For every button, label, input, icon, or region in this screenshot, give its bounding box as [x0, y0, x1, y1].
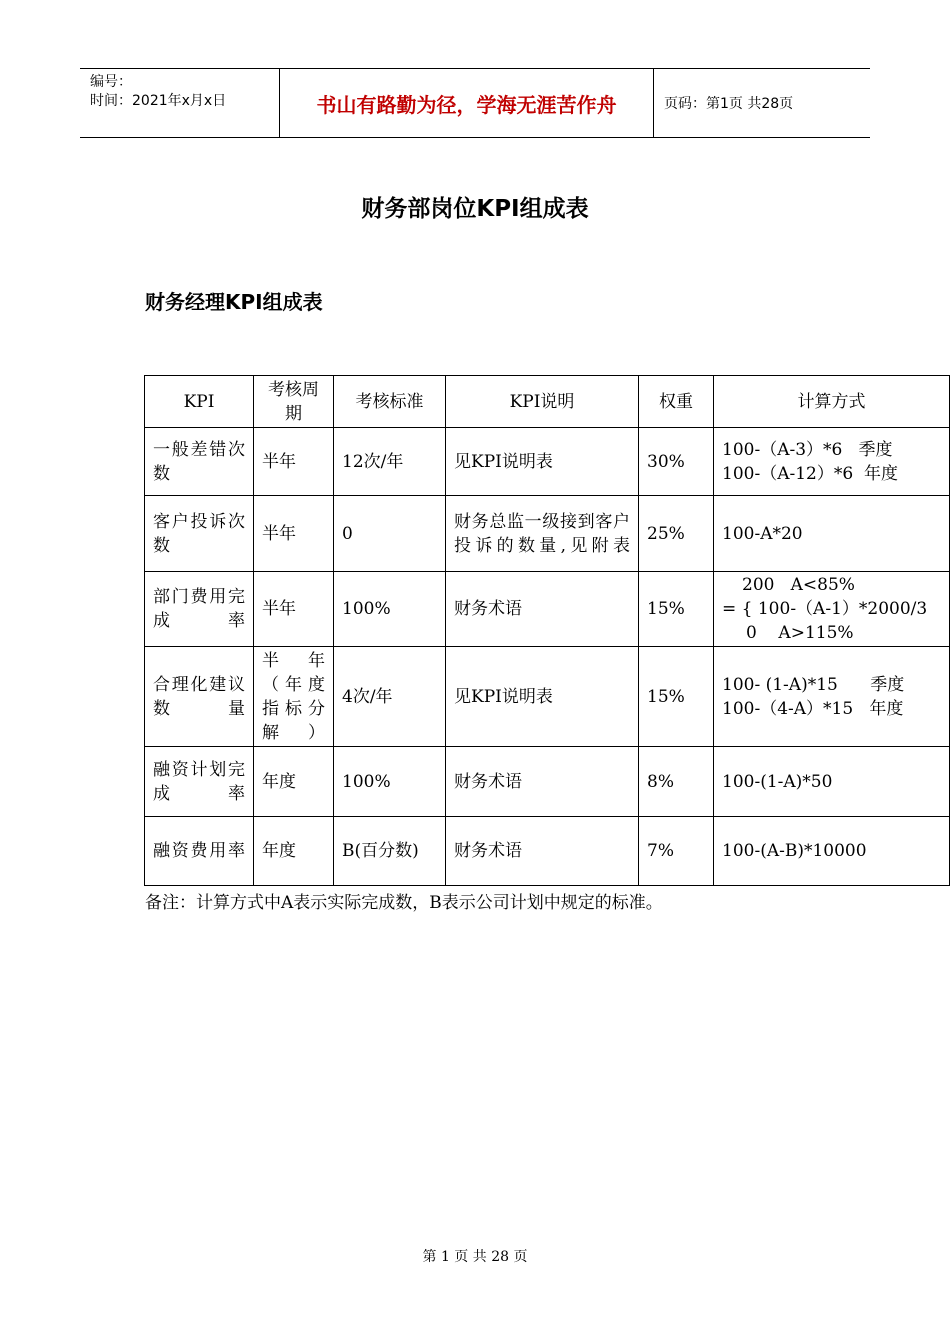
- header-weight: 权重: [639, 376, 714, 428]
- document-title: 财务部岗位KPI组成表: [361, 196, 589, 222]
- calculation-line: 200 A<85%: [742, 575, 855, 595]
- kpi-name-cell: 融资计划完成率: [145, 747, 254, 817]
- description-cell: 财务术语: [446, 572, 639, 647]
- calculation-line: 100-（4-A）*15 年度: [722, 698, 904, 719]
- table-row: [145, 817, 950, 886]
- table-row: [145, 428, 950, 496]
- header-standard: 考核标准: [334, 376, 446, 428]
- standard-cell: 12次/年: [334, 428, 446, 496]
- table-note: 备注：计算方式中A表示实际完成数，B表示公司计划中规定的标准。: [145, 893, 663, 913]
- kpi-name-cell: 一般差错次数: [145, 428, 254, 496]
- header-period: 考核周期: [254, 376, 334, 428]
- table-row: [145, 496, 950, 572]
- kpi-name-cell: 客户投诉次数: [145, 496, 254, 572]
- header-page-info: 页码：第1页 共28页: [664, 96, 794, 112]
- calculation-line: 0 A>115%: [746, 623, 854, 643]
- number-label: 编号：: [90, 74, 132, 90]
- calculation-cell: 100-A*20: [714, 496, 950, 572]
- description-cell: 见KPI说明表: [446, 647, 639, 747]
- section-title: 财务经理KPI组成表: [145, 290, 323, 314]
- description-cell: 财务术语: [446, 817, 639, 886]
- table-row: [145, 647, 950, 747]
- weight-cell: 30%: [639, 428, 714, 496]
- table-header-row: [145, 376, 950, 428]
- calculation-cell: 100-(A-B)*10000: [714, 817, 950, 886]
- kpi-name-cell: 融资费用率: [145, 817, 254, 886]
- standard-cell: 100%: [334, 747, 446, 817]
- description-cell: 见KPI说明表: [446, 428, 639, 496]
- weight-cell: 15%: [639, 572, 714, 647]
- weight-cell: 8%: [639, 747, 714, 817]
- table-row: [145, 572, 950, 647]
- standard-cell: 0: [334, 496, 446, 572]
- table-row: [145, 747, 950, 817]
- period-cell: 半年: [254, 496, 334, 572]
- time-label: 时间：2021年x月x日: [90, 93, 227, 109]
- weight-cell: 15%: [639, 647, 714, 747]
- page-header: [80, 68, 870, 138]
- period-cell: 年度: [254, 817, 334, 886]
- description-cell: 财务总监一级接到客户投诉的数量,见附表: [446, 496, 639, 572]
- period-cell: 半年: [254, 428, 334, 496]
- period-cell: 年度: [254, 747, 334, 817]
- standard-cell: B(百分数): [334, 817, 446, 886]
- header-kpi: KPI: [145, 376, 254, 428]
- period-cell: 半年（年度指标分解）: [254, 647, 334, 747]
- kpi-table: [144, 375, 950, 886]
- header-description: KPI说明: [446, 376, 639, 428]
- weight-cell: 25%: [639, 496, 714, 572]
- standard-cell: 4次/年: [334, 647, 446, 747]
- calculation-cell: [714, 428, 950, 496]
- calculation-cell: [714, 572, 950, 647]
- period-cell: 半年: [254, 572, 334, 647]
- weight-cell: 7%: [639, 817, 714, 886]
- calculation-cell: 100-(1-A)*50: [714, 747, 950, 817]
- page-footer: 第 1 页 共 28 页: [422, 1249, 528, 1265]
- calculation-line: = { 100-（A-1）*2000/3: [722, 599, 928, 619]
- header-motto: 书山有路勤为径，学海无涯苦作舟: [280, 69, 654, 137]
- calculation-line: 100-（A-12）*6 年度: [722, 463, 898, 484]
- kpi-name-cell: 部门费用完成率: [145, 572, 254, 647]
- header-calculation: 计算方式: [714, 376, 950, 428]
- calculation-cell: [714, 647, 950, 747]
- kpi-name-cell: 合理化建议数量: [145, 647, 254, 747]
- standard-cell: 100%: [334, 572, 446, 647]
- calculation-line: 100-（A-3）*6 季度: [722, 439, 893, 460]
- header-meta: [80, 69, 280, 137]
- description-cell: 财务术语: [446, 747, 639, 817]
- calculation-line: 100- (1-A)*15 季度: [722, 674, 905, 695]
